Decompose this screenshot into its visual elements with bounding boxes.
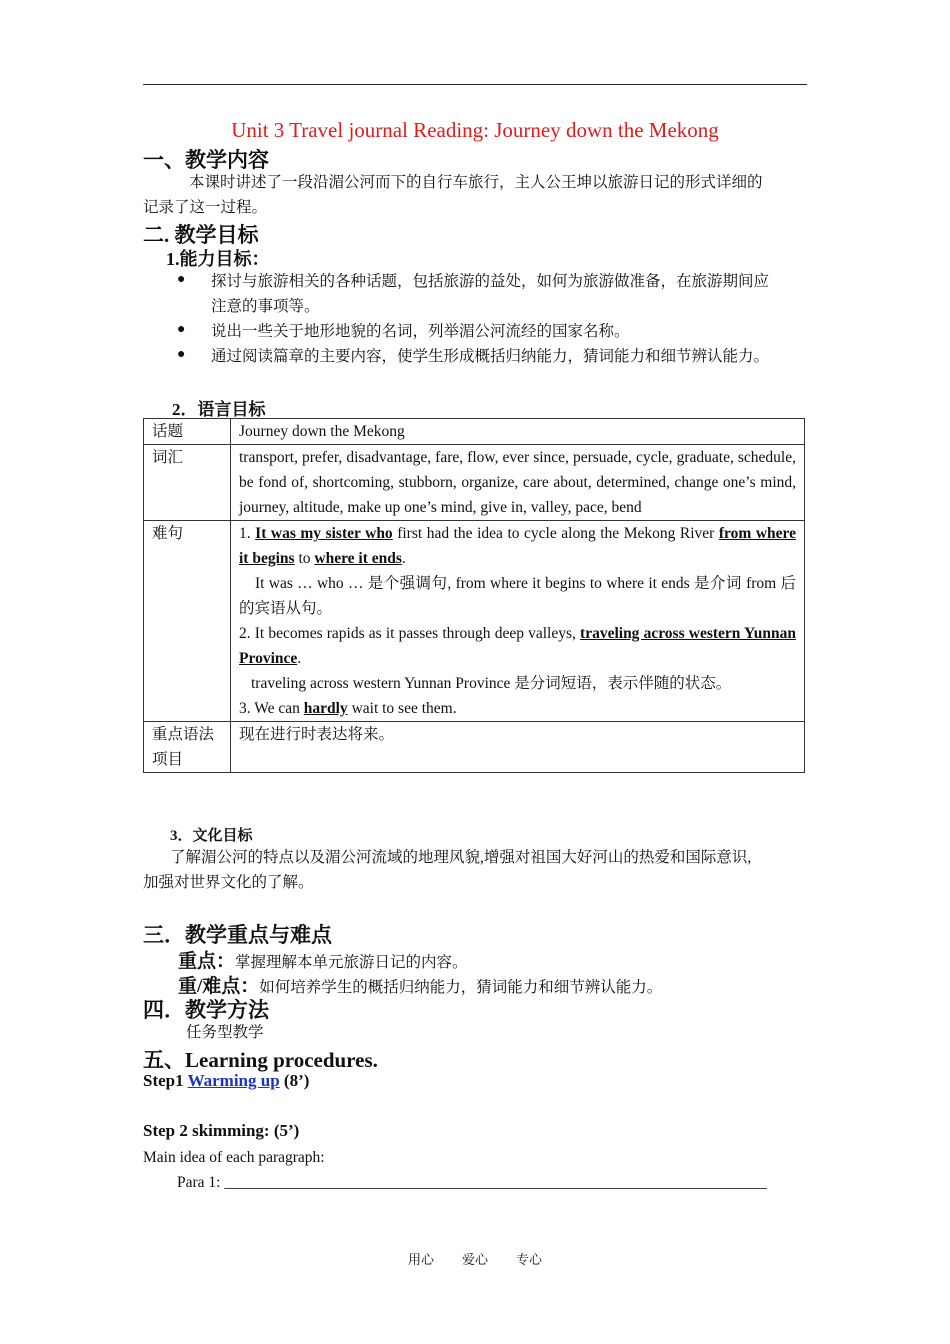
table-row [144,445,805,521]
section-heading-procedures: 五、Learning procedures. [143,1048,378,1072]
table-value-vocab: transport, prefer, disadvantage, fare, flow, ever since, persuade, cycle, graduate, schedule, be fond of, shortcoming, stubborn, organize, care about, determined, change one’s mind, journey, altitude, make up one’s mind, give in, valley, pace, bend [231,445,805,521]
key-point-line [178,946,468,973]
sentence-1-note: It was … who … 是个强调句, from where it begins to where it ends 是介词 from 后的宾语从句。 [239,575,796,617]
underlined-phrase: It was my sister who [255,525,393,542]
footer-item: 用心 [407,1252,434,1267]
ability-objectives-heading: 1.能力目标： [166,249,270,269]
section-heading-content: 一、教学内容 [143,148,269,172]
page-footer [0,1249,950,1268]
bullet-item: 通过阅读篇章的主要内容，使学生形成概括归纳能力，猜词能力和细节辨认能力。 [211,348,770,365]
page-title: Unit 3 Travel journal Reading: Journey down the Mekong [231,118,719,142]
main-idea-label: Main idea of each paragraph: [143,1149,325,1166]
table-key-topic: 话题 [144,419,231,445]
bullet-icon: ● [177,322,186,337]
language-objectives-heading: 2．语言目标 [172,400,266,419]
section-heading-method: 四．教学方法 [143,998,269,1022]
sentence-text: 2. It becomes rapids as it passes through deep valleys, [239,625,581,642]
sentence-text: . [401,550,406,567]
sentence-text: 3. We can [239,700,304,717]
bullet-item-cont: 注意的事项等。 [211,298,320,315]
bullet-icon: ● [177,347,186,362]
language-objectives-table [143,418,805,773]
step-1 [143,1071,309,1091]
sentence-text: to [294,550,315,567]
sentence-1 [239,521,796,571]
step-1-label: Step1 [143,1071,188,1090]
table-value-sentences [231,521,805,722]
table-key-grammar: 重点语法项目 [144,722,231,773]
underlined-phrase: hardly [303,700,348,717]
difficult-point-label: 重/难点： [178,976,260,997]
sentence-text: . [297,650,302,667]
section-heading-objectives: 二. 教学目标 [143,223,259,247]
content-line-1: 本课时讲述了一段沿湄公河而下的自行车旅行，主人公王坤以旅游日记的形式详细的 [189,174,763,191]
sentence-number: 1. [239,525,256,542]
underlined-phrase: from where it begins [239,525,796,567]
table-row [144,419,805,445]
underlined-phrase: where it ends [314,550,402,567]
bullet-icon: ● [177,272,186,287]
culture-objectives-heading: 3．文化目标 [170,828,253,844]
difficult-point-text: 如何培养学生的概括归纳能力，猜词能力和细节辨认能力。 [259,979,663,996]
sentence-3 [239,696,796,721]
content-line-2: 记录了这一过程。 [143,199,268,216]
section-heading-key-points: 三．教学重点与难点 [143,923,332,947]
step-2: Step 2 skimming: (5’) [143,1121,300,1140]
sentence-2 [239,621,796,671]
footer-item: 爱心 [461,1252,488,1267]
sentence-text: wait to see them. [347,700,457,717]
sentence-text: first had the idea to cycle along the Mekong River [392,525,719,542]
culture-line-1: 了解湄公河的特点以及湄公河流域的地理风貌,增强对祖国大好河山的热爱和国际意识, [170,849,752,866]
underlined-phrase: traveling across western Yunnan Province [239,625,796,667]
header-rule [143,84,807,85]
table-key-vocab: 词汇 [144,445,231,521]
para-1-blank: Para 1: ______________________________________________________________________ [177,1174,767,1191]
table-row [144,722,805,773]
bullet-item: 说出一些关于地形地貌的名词，列举湄公河流经的国家名称。 [211,323,630,340]
key-point-label: 重点： [178,951,236,972]
method-text: 任务型教学 [186,1024,264,1041]
bullet-item: 探讨与旅游相关的各种话题，包括旅游的益处，如何为旅游做准备，在旅游期间应 [211,273,770,290]
key-point-text: 掌握理解本单元旅游日记的内容。 [235,954,468,971]
table-key-sentences: 难句 [144,521,231,722]
sentence-2-note: traveling across western Yunnan Province 是分词短语，表示伴随的状态。 [251,675,732,692]
warming-up-link[interactable]: Warming up [187,1071,280,1090]
table-value-grammar: 现在进行时表达将来。 [231,722,805,773]
footer-item: 专心 [516,1252,543,1267]
culture-line-2: 加强对世界文化的了解。 [143,874,314,891]
table-row [144,521,805,722]
table-value-topic: Journey down the Mekong [231,419,805,445]
step-1-time: (8’) [279,1071,310,1090]
